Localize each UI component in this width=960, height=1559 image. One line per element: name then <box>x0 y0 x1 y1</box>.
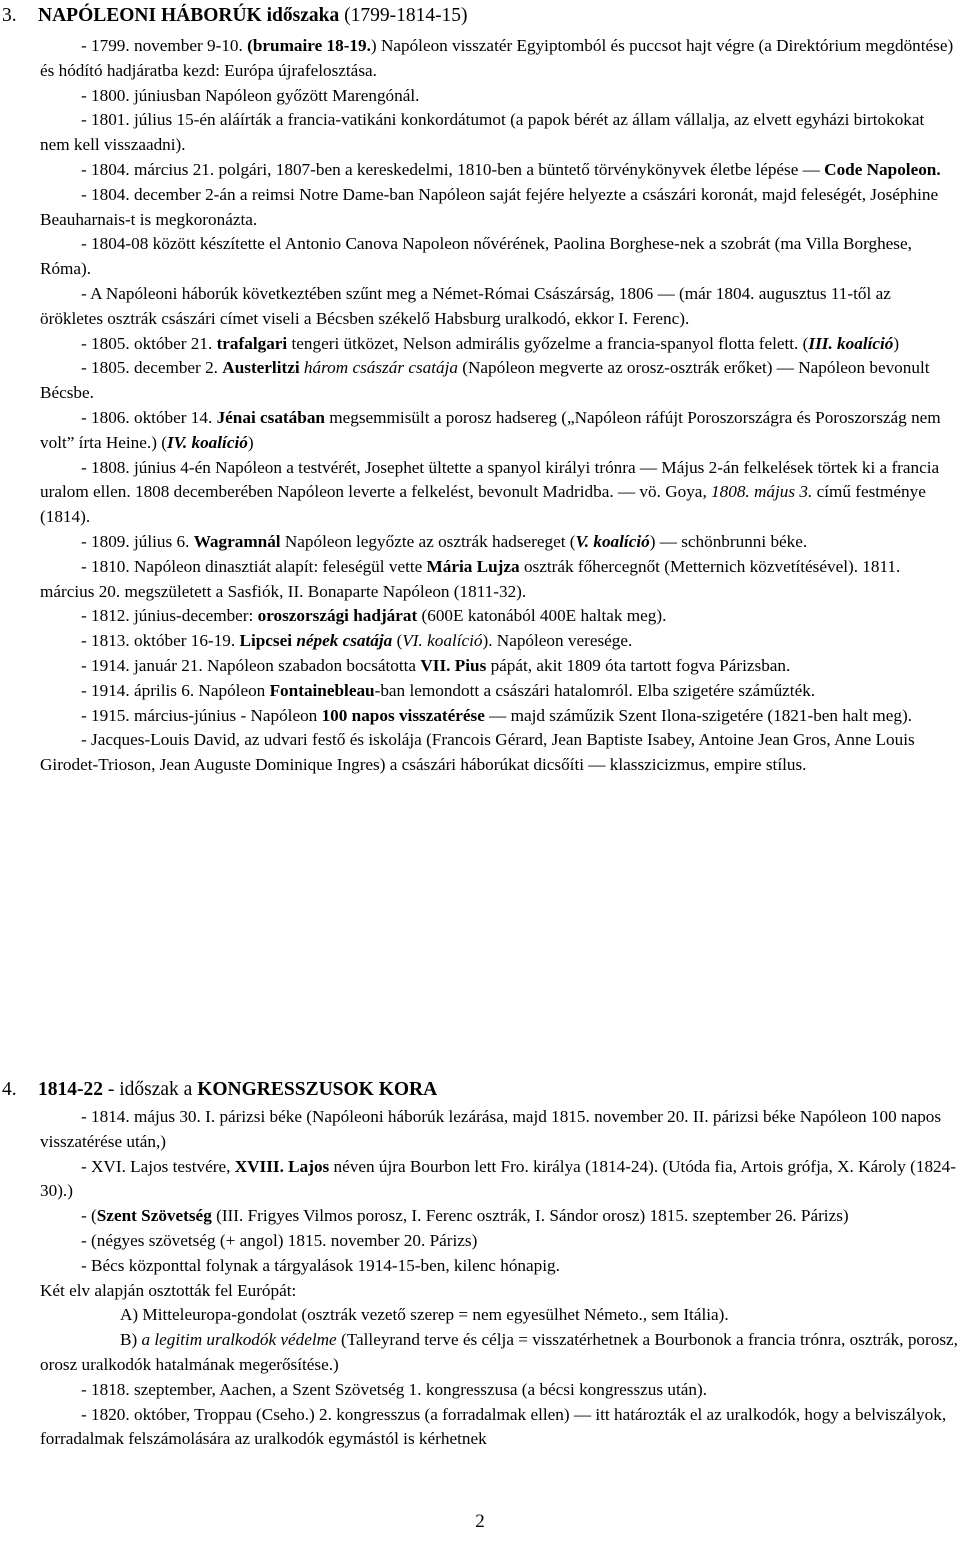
timeline-entry <box>40 84 958 109</box>
entry-text: B) <box>120 1330 142 1350</box>
entry-text: - ( <box>81 1206 97 1226</box>
entry-text: - 1915. március-június - Napóleon <box>81 705 322 725</box>
entry-text: - (négyes szövetség (+ angol) 1815. november 20. Párizs) <box>81 1230 478 1250</box>
entry-emphasis: Lipcsei <box>239 631 293 651</box>
timeline-entry <box>40 679 958 704</box>
entry-emphasis: oroszországi hadjárat <box>257 606 418 626</box>
entry-text: ) ― schönbrunni béke. <box>649 531 808 551</box>
entry-text: - A Napóleoni háborúk következtében szűnt meg a Német-Római Császárság, 1806 ― (már 1804. augusztus 11-től az örökletes osztrák császári címet viseli a Bécsben székelő Habsburg uralkodó, ekkor I. Ferenc). <box>40 283 891 328</box>
timeline-entry <box>40 158 958 183</box>
entry-text: - 1805. október 21. <box>81 333 217 353</box>
entry-text: - 1805. december 2. <box>81 358 223 378</box>
entry-text: -ban lemondott a császári hatalomról. Elba szigetére száműzték. <box>374 680 816 700</box>
timeline-entry <box>40 183 958 233</box>
entry-text: című festménye (1814). <box>40 482 926 527</box>
section-3-body <box>40 34 958 778</box>
timeline-entry <box>40 530 958 555</box>
entry-text: ( <box>392 631 403 651</box>
section-4-title: KONGRESSZUSOK KORA <box>197 1079 438 1100</box>
section-3-period: (1799-1814-15) <box>344 5 468 26</box>
entry-text: - Jacques-Louis David, az udvari festő és iskolája (Francois Gérard, Jean Baptiste Isabey, Antoine Jean Gros, Anne Louis Girodet-Trioson, Jean Auguste Dominique Ingres) a császári háborúkat dicsőíti ― klasszicizmus, empire stílus. <box>40 730 915 775</box>
entry-text: - 1799. november 9-10. <box>81 36 248 55</box>
entry-text: pápát, akit 1809 óta tartott fogva Párizsban. <box>486 655 791 675</box>
entry-text: - 1804-08 között készítette el Antonio Canova Napoleon nővérének, Paolina Borghese-nek a szobrát (ma Villa Borghese, Róma). <box>40 234 912 279</box>
timeline-entry <box>40 1328 958 1378</box>
entry-text: - 1806. október 14. <box>81 407 217 427</box>
timeline-entry <box>40 456 958 530</box>
entry-text: - 1812. június-december: <box>81 606 258 626</box>
timeline-entry <box>40 728 958 778</box>
section-4-period: 1814-22 <box>38 1079 103 1100</box>
entry-text: tengeri ütközet, Nelson admirális győzelme a francia-spanyol flotta felett. ( <box>287 333 809 353</box>
entry-emphasis: Mária Lujza <box>426 556 520 576</box>
entry-emphasis: VII. Pius <box>420 655 487 675</box>
entry-emphasis: III. koalíció <box>808 333 894 353</box>
entry-emphasis: Code Napoleon. <box>824 159 941 179</box>
entry-text: ― majd száműzik Szent Ilona-szigetére (1821-ben halt meg). <box>484 705 912 725</box>
entry-text: (600E katonából 400E haltak meg). <box>417 606 667 626</box>
entry-text: osztrák főhercegnőt (Metternich közvetítésével). 1811. március 20. megszületett a Sasfiók, II. Bonaparte Napóleon (1811-32). <box>40 556 901 601</box>
timeline-entry <box>40 1204 958 1229</box>
timeline-entry <box>40 406 958 456</box>
entry-emphasis: IV. koalíció <box>166 432 248 452</box>
timeline-entry <box>40 282 958 332</box>
page-number: 2 <box>475 1511 485 1532</box>
entry-text: néven újra Bourbon lett Fro. királya (1814-24). (Utóda fia, Artois grófja, X. Károly (1824-30).) <box>40 1156 956 1201</box>
timeline-entry <box>40 1155 958 1205</box>
timeline-entry <box>40 555 958 605</box>
timeline-entry <box>40 1279 958 1304</box>
timeline-entry <box>40 654 958 679</box>
entry-emphasis: Jénai csatában <box>216 407 325 427</box>
entry-text: (Napóleon megverte az orosz-osztrák erőket) ― Napóleon bevonult Bécsbe. <box>40 358 930 403</box>
entry-text: - 1813. október 16-19. <box>81 631 240 651</box>
entry-emphasis: XVIII. Lajos <box>234 1156 330 1176</box>
entry-emphasis: trafalgari <box>216 333 288 353</box>
entry-text: - 1800. júniusban Napóleon győzött Marengónál. <box>81 85 420 105</box>
entry-text: A) Mitteleuropa-gondolat (osztrák vezető szerep = nem egyesülhet Németo., sem Itália). <box>120 1305 729 1325</box>
timeline-entry <box>40 1303 958 1328</box>
entry-text: ). Napóleon veresége. <box>482 631 633 651</box>
timeline-entry <box>40 1378 958 1403</box>
timeline-entry <box>40 232 958 282</box>
entry-text: - 1814. május 30. I. párizsi béke (Napóleoni háborúk lezárása, majd 1815. november 20. II. párizsi béke Napóleon 100 napos visszatérése után,) <box>40 1107 942 1151</box>
timeline-entry <box>40 629 958 654</box>
timeline-entry <box>40 604 958 629</box>
entry-italic: VI. koalíció <box>402 631 483 651</box>
entry-text: - 1808. június 4-én Napóleon a testvérét, Josephet ültette a spanyol királyi trónra ― Május 2-án felkelések törtek ki a francia uralom ellen. 1808 decemberében Napóleon leverte a felkelést, bevonult Madridba. ― vö. Goya, <box>40 457 940 502</box>
entry-emphasis: népek csatája <box>296 631 393 651</box>
entry-emphasis: Szent Szövetség <box>96 1206 212 1226</box>
section-3-number: 3. <box>2 5 17 26</box>
entry-italic: három császár csatája <box>303 358 458 378</box>
entry-text: - 1818. szeptember, Aachen, a Szent Szövetség 1. kongresszusa (a bécsi kongresszus után). <box>81 1379 707 1399</box>
timeline-entry <box>40 1229 958 1254</box>
entry-text: megsemmisült a porosz hadsereg („Napóleon ráfújt Poroszországra és Poroszország nem volt” írta Heine.) ( <box>40 407 941 452</box>
entry-emphasis: V. koalíció <box>575 531 650 551</box>
entry-emphasis: (brumaire 18-19. <box>247 36 371 55</box>
section-4-body <box>40 1105 958 1452</box>
timeline-entry <box>40 1254 958 1279</box>
section-3-title: NAPÓLEONI HÁBORÚK időszaka <box>38 5 340 26</box>
entry-text: ) Napóleon visszatér Egyiptomból és puccsot hajt végre (a Direktórium megdöntése) és hódító hadjáratba kezd: Európa újrafelosztása. <box>40 36 954 80</box>
entry-text: ) <box>893 333 900 353</box>
entry-text: - 1810. Napóleon dinasztiát alapít: feleségül vette <box>81 556 427 576</box>
entry-text: Napóleon legyőzte az osztrák hadsereget ( <box>280 531 576 551</box>
entry-text: - 1914. január 21. Napóleon szabadon bocsátotta <box>81 655 421 675</box>
entry-text: - 1804. március 21. polgári, 1807-ben a kereskedelmi, 1810-ben a büntető törvénykönyvek életbe lépése ― <box>81 159 825 179</box>
entry-text: - 1804. december 2-án a reimsi Notre Dame-ban Napóleon saját fejére helyezte a császári koronát, majd feleségét, Joséphine Beauharnais-t is megkoronázta. <box>40 184 939 229</box>
timeline-entry <box>40 332 958 357</box>
entry-emphasis: 100 napos visszatérése <box>321 705 485 725</box>
timeline-entry <box>40 108 958 158</box>
entry-text: - Bécs központtal folynak a tárgyalások 1914-15-ben, kilenc hónapig. <box>81 1255 560 1275</box>
section-4-title-mid: - időszak a <box>103 1079 198 1100</box>
timeline-entry <box>40 356 958 406</box>
section-4-heading <box>2 1078 437 1102</box>
entry-text: (III. Frigyes Vilmos porosz, I. Ferenc osztrák, I. Sándor orosz) 1815. szeptember 26. Párizs) <box>211 1206 849 1226</box>
timeline-entry <box>40 704 958 729</box>
entry-italic: 1808. május 3. <box>711 482 813 502</box>
entry-text: Két elv alapján osztották fel Európát: <box>40 1280 297 1300</box>
entry-text: (Talleyrand terve és célja = visszatérhetnek a Bourbonok a francia trónra, osztrák, porosz, orosz uralkodók hatalmának megerősítése.) <box>40 1330 958 1374</box>
timeline-entry <box>40 1105 958 1155</box>
timeline-entry <box>40 34 958 84</box>
entry-emphasis: Fontainebleau <box>269 680 375 700</box>
entry-emphasis: Austerlitzi <box>222 358 300 378</box>
entry-text: - XVI. Lajos testvére, <box>81 1156 235 1176</box>
section-3-heading <box>2 4 468 28</box>
entry-text: - 1801. július 15-én aláírták a francia-vatikáni konkordátumot (a papok bérét az állam vállalja, az elvett egyházi birtokokat nem kell visszaadni). <box>40 110 925 155</box>
entry-text: ) <box>247 432 254 452</box>
entry-italic: a legitim uralkodók védelme <box>141 1330 337 1350</box>
entry-text: - 1809. július 6. <box>81 531 194 551</box>
section-4-number: 4. <box>2 1079 17 1100</box>
timeline-entry <box>40 1403 958 1453</box>
entry-text: - 1914. április 6. Napóleon <box>81 680 270 700</box>
entry-emphasis: Wagramnál <box>193 531 281 551</box>
entry-text: - 1820. október, Troppau (Cseho.) 2. kongresszus (a forradalmak ellen) ― itt határozták el az uralkodók, hogy a belviszályok, forradalmak felszámolására az uralkodók egymástól is kérhetnek <box>40 1404 947 1449</box>
